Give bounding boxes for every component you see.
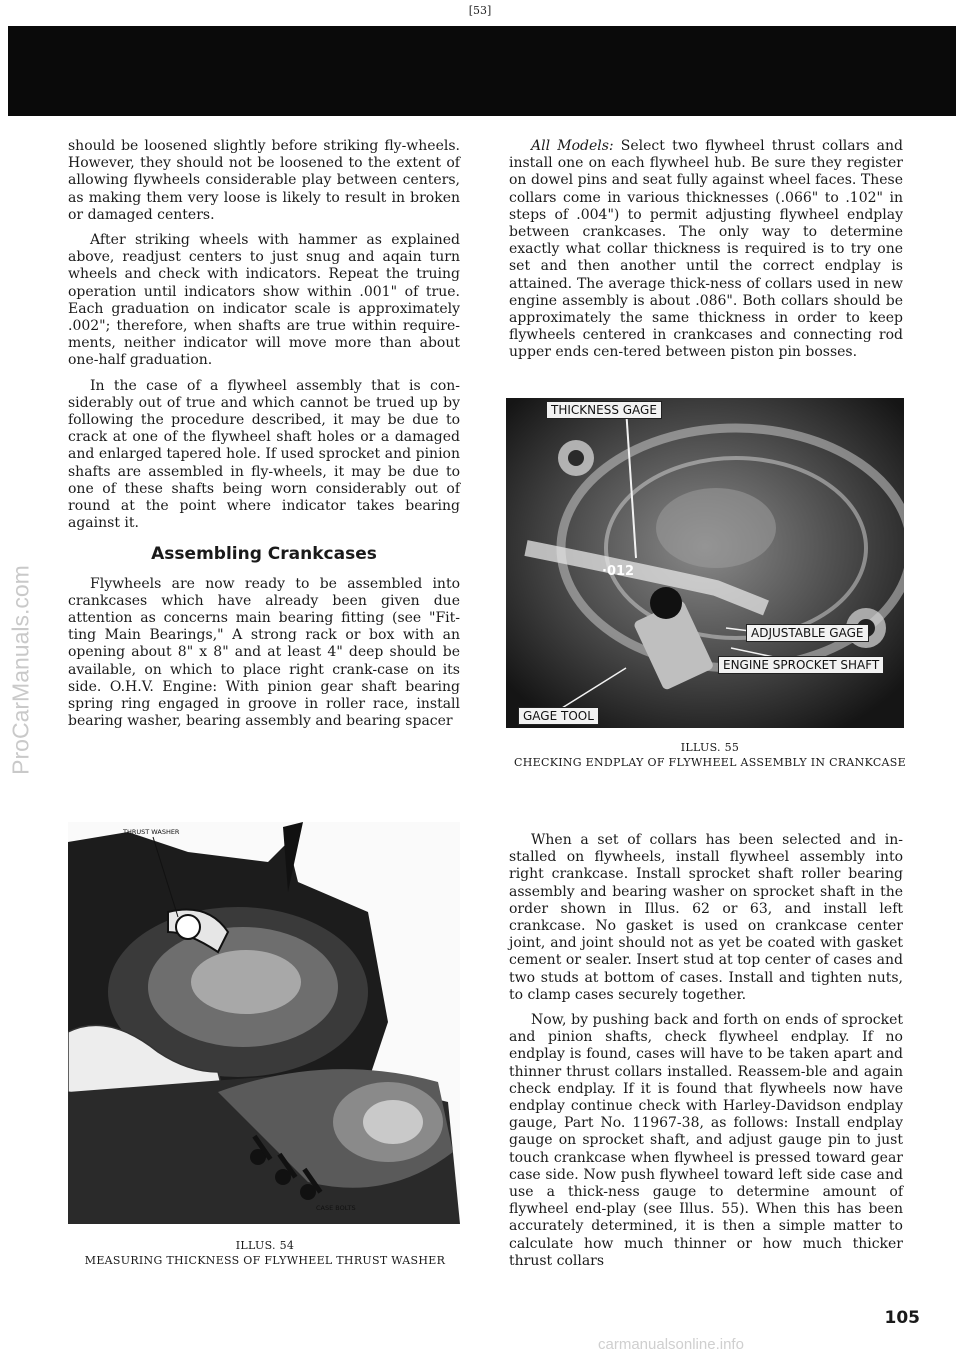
section-heading: Assembling Crankcases	[151, 544, 377, 565]
caption-text: MEASURING THICKNESS OF FLYWHEEL THRUST WASHER	[84, 1254, 446, 1267]
right-text-column-bottom	[509, 832, 903, 1278]
caption-text: CHECKING ENDPLAY OF FLYWHEEL ASSEMBLY IN CRANKCASE	[514, 756, 906, 769]
paragraph: should be loosened slightly before striking fly-wheels. However, they should not be loosened to the extent of allowing flywheels considerable play between centers, as making them very loose is likely to result in broken or damaged centers.	[68, 138, 460, 223]
bottom-watermark: carmanualsonline.info	[598, 1336, 744, 1353]
paragraph	[509, 138, 903, 362]
models-lead: All Models:	[531, 138, 614, 154]
label-engine-sprocket-shaft: ENGINE SPROCKET SHAFT	[718, 656, 884, 674]
illus-55-caption	[480, 740, 940, 770]
label-thrust-washer: THRUST WASHER	[123, 828, 180, 836]
label-adjustable-gage: ADJUSTABLE GAGE	[746, 624, 869, 642]
left-text-column	[68, 138, 460, 739]
illus-54-photo	[68, 822, 460, 1224]
label-gage-tool: GAGE TOOL	[518, 707, 599, 725]
side-watermark: ProCarManuals.com	[7, 565, 34, 775]
header-black-band	[8, 26, 956, 116]
top-page-number: [53]	[468, 4, 492, 17]
measuring-photo-graphic	[68, 822, 460, 1224]
label-thickness-gage: THICKNESS GAGE	[546, 401, 662, 419]
paragraph: Now, by pushing back and forth on ends of sprocket and pinion shafts, check flywheel endplay. If no endplay is found, cases will have to be taken apart and thinner thrust collars installed. Reassem-ble and again check endplay. If it is found that flywheels now have endplay continue check with Harley-Davidson endplay gauge, Part No. 11967-38, as follows: Install endplay gauge on sprocket shaft, and adjust gauge pin to just touch crankcase when flywheel is pressed toward gear case side. Now push flywheel toward left side case and use a thick-ness gauge to determine amount of flywheel end-play (see Illus. 55). When this has been accurately determined, it is then a simple matter to calculate how much thinner or how much thicker thrust collars	[509, 1012, 903, 1269]
caption-number: ILLUS. 55	[680, 741, 740, 754]
page-number: 105	[884, 1308, 920, 1328]
paragraph: After striking wheels with hammer as explained above, readjust centers to just snug and aqain turn wheels and check with indicators. Repeat the truing operation until indicators show within .001" of true. Each graduation on indicator scale is approximately .002"; therefore, when shafts are true within require-ments, neither indicator will move more than about one-half graduation.	[68, 232, 460, 369]
paragraph-body: Select two flywheel thrust collars and install one on each flywheel hub. Be sure they register on dowel pins and seat fully against wheel faces. These collars come in various thicknesses (.066" to .102" in steps of .004") to permit adjusting flywheel endplay between crankcases. The only way to determine exactly what collar thickness is required is to try one set and then another until the correct endplay is attained. The average thick-ness of collars used in new engine assembly is about .086". Both collars should be approximately the same thickness in order to keep flywheels centered in crankcases and connecting rod upper ends cen-tered between piston pin bosses.	[509, 138, 903, 361]
paragraph: In the case of a flywheel assembly that is con-siderably out of true and which cannot be trued up by following the procedure described, it may be due to crack at one of the flywheel shaft holes or a damaged and enlarged tapered hole. If used sprocket and pinion shafts are assembled in fly-wheels, it may be due to one of these shafts being worn considerably out of round at the point where indicator takes bearing against it.	[68, 377, 460, 532]
label-case-bolts: CASE BOLTS	[316, 1204, 356, 1212]
illus-55-photo	[506, 398, 904, 728]
right-text-column-top	[509, 138, 903, 370]
illus-54-caption	[40, 1238, 490, 1268]
caption-number: ILLUS. 54	[235, 1239, 295, 1252]
label-gauge-reading: ·012	[602, 564, 635, 579]
paragraph: When a set of collars has been selected and in-stalled on flywheels, install flywheel assembly into right crankcase. Install sprocket shaft roller bearing assembly and bearing washer on sprocket shaft in the order shown in Illus. 62 or 63, and install left crankcase. No gasket is used on crankcase center joint, and joint should not as yet be coated with gasket cement or sealer. Insert stud at top center of cases and two studs at bottom of cases. Install and tighten nuts, to clamp cases securely together.	[509, 832, 903, 1003]
engine-photo-graphic	[506, 398, 904, 728]
paragraph: Flywheels are now ready to be assembled into crankcases which have already been given due attention as concerns main bearing fitting (see "Fit-ting Main Bearings," A strong rack or box with an opening about 8" x 8" and at least 4" deep should be available, on which to place right crank-case on its side. O.H.V. Engine: With pinion gear shaft bearing spring ring engaged in groove in roller race, install bearing washer, bearing assembly and bearing spacer	[68, 575, 460, 730]
